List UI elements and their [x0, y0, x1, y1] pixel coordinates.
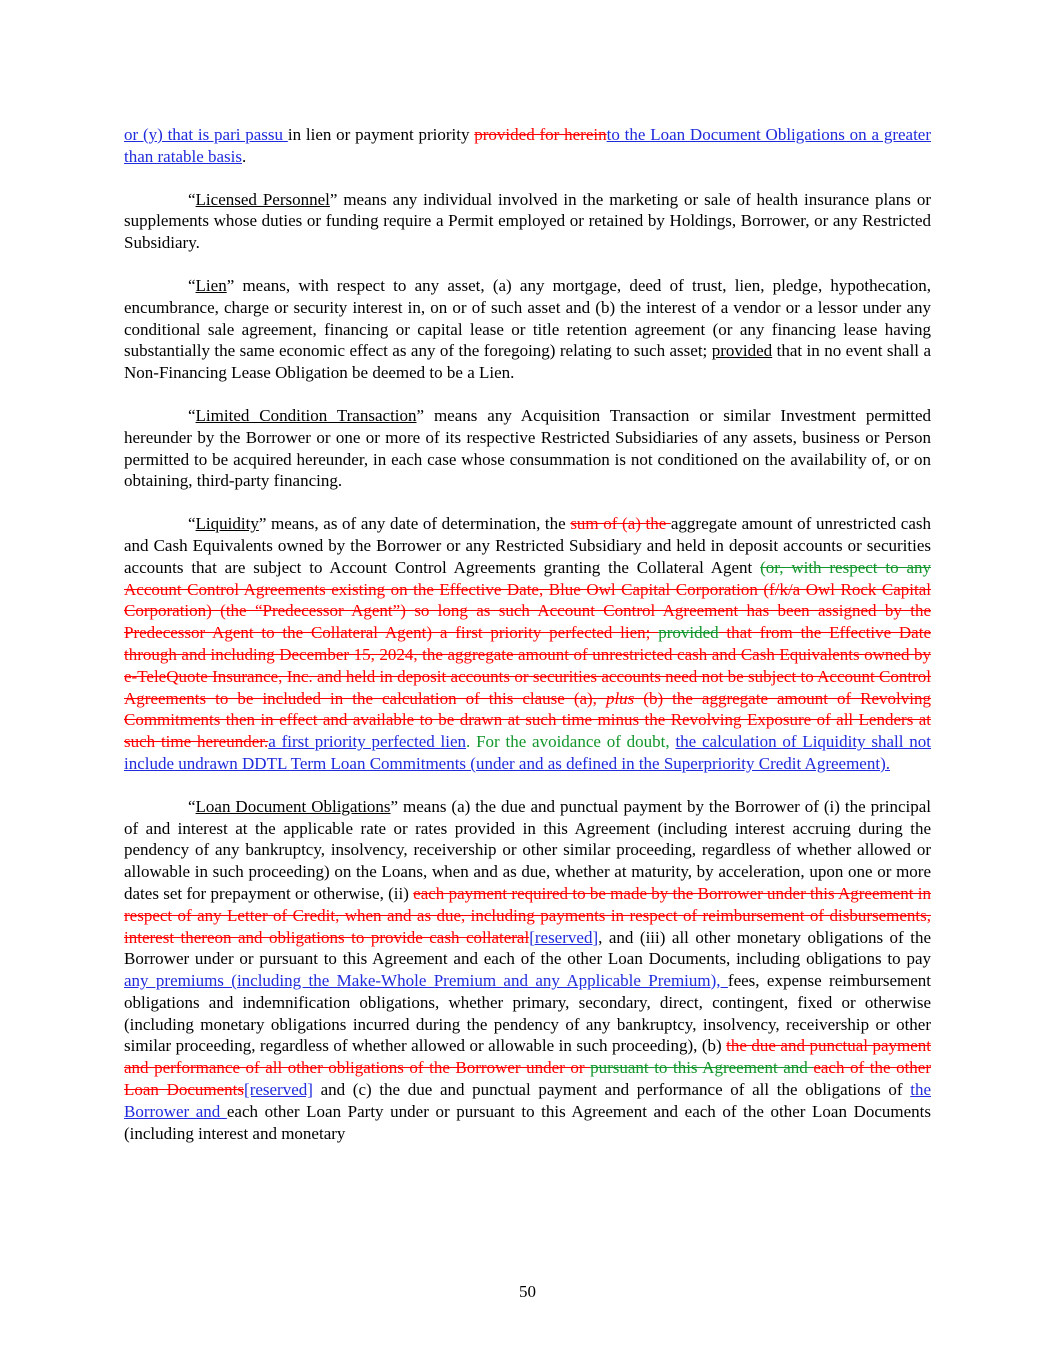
definition-text: aggregate amount of unrestricted cash and Cash Equivalents owned by the Borrower or any Restricted Subsidiary and held in deposit accounts or securities accounts that are subject to Account Control Agreements granting the Collateral Agent [124, 514, 931, 577]
defined-term: Licensed Personnel [195, 189, 330, 209]
definition-text: , and (iii) all other monetary obligations of the Borrower under or pursuant to this Agreement and each of the other Loan Documents, including obligations to pay [124, 927, 931, 969]
definition-text: ” means any individual involved in the marketing or sale of health insurance plans or supplements whose duties or funding require a Permit employed or retained by Holdings, Borrower, or any Restricted Subsidiary. [124, 189, 931, 253]
definition-text: each other Loan Party under or pursuant to this Agreement and each of the other Loan Documents (including interest and monetary [124, 1101, 931, 1143]
proviso-word: provided [711, 341, 773, 361]
definition-lien [124, 275, 931, 384]
quote-mark: “ [188, 275, 196, 295]
inserted-text: [reserved] [244, 1080, 313, 1100]
inserted-text: [reserved] [529, 927, 599, 947]
defined-term: Loan Document Obligations [195, 796, 391, 816]
inserted-text: a first priority perfected lien [268, 732, 467, 752]
inserted-text: the Borrower and [124, 1080, 932, 1121]
document-page [124, 124, 931, 1165]
definition-limited-condition-transaction [124, 405, 931, 492]
page-number: 50 [519, 1282, 536, 1301]
moved-inserted-text: . For the avoidance of doubt, [466, 732, 676, 752]
defined-term: Limited Condition Transaction [195, 405, 417, 425]
definition-text: ” means, with respect to any asset, (a) any mortgage, deed of trust, lien, pledge, hypothecation, encumbrance, charge or security interest in, on or of such asset and (b) the interest of a vendor or a lessor under any conditional sale agreement, financing or capital lease or title retention agreement (or any financing lease having substantially the same economic effect as any of the foregoing) relating to such asset; [124, 275, 931, 361]
inserted-text: or (y) that is pari passu [124, 125, 288, 144]
definition-text: fees, expense reimbursement obligations and indemnification obligations, whether primary, secondary, direct, contingent, fixed or otherwise (including monetary obligations incurred during the pendency of any bankruptcy, insolvency, receivership or other similar proceeding, regardless of whether allowed or allowable in such proceeding), (b) [124, 971, 932, 1056]
quote-mark: “ [188, 796, 196, 816]
deleted-text: each of the other Loan Documents [124, 1058, 931, 1100]
quote-mark: “ [188, 514, 196, 534]
definition-licensed-personnel [124, 189, 931, 254]
definition-text: that in no event shall a Non-Financing Lease Obligation be deemed to be a Lien. [124, 341, 931, 383]
definition-text: ” means (a) the due and punctual payment by the Borrower of (i) the principal of and interest at the applicable rate or rates provided in this Agreement (including interest accruing during the pendency of any bankruptcy, insolvency, receivership or other similar proceeding, regardless of whether allowed or allowable in such proceeding) on the Loans, when and as due, whether at maturity, by acceleration, upon one or more dates set for prepayment or otherwise, (ii) [124, 796, 931, 903]
moved-deleted-text: pursuant to this Agreement and [590, 1058, 814, 1078]
body-text: in lien or payment priority [287, 125, 475, 144]
inserted-text: to the Loan Document Obligations on a greater than ratable basis [124, 125, 932, 166]
moved-deleted-text: (or, with respect to any [760, 557, 931, 577]
deleted-text: sum of (a) the [570, 514, 671, 534]
inserted-text: any premiums (including the Make-Whole Premium and any Applicable Premium), [124, 971, 728, 991]
deleted-text: each payment required to be made by the Borrower under this Agreement in respect of any Letter of Credit, when and as due, including payments in respect of reimbursement of disbursements, interest thereon and obligations to provide cash collateral [124, 883, 931, 947]
quote-mark: “ [188, 189, 196, 209]
deleted-text: Account Control Agreements existing on the Effective Date, Blue Owl Capital Corporation (f/k/a Owl Rock Capital Corporation) (the “Predecessor Agent”) so long as such Account Control Agreement has been assigned by the Predecessor Agent to the Collateral Agent) a first priority perfected lien; [124, 579, 931, 643]
paragraph-continuation [124, 124, 931, 168]
deleted-text: (b) the aggregate amount of Revolving Commitments then in effect and available to be drawn at such time minus the Revolving Exposure of all Lenders at such time hereunder. [124, 688, 932, 752]
defined-term: Lien [195, 275, 227, 295]
deleted-text: the due and punctual payment and performance of all other obligations of the Borrower under or [124, 1036, 931, 1078]
inserted-text: the calculation of Liquidity shall not include undrawn DDTL Term Loan Commitments (under and as defined in the Superpriority Credit Agreement). [124, 732, 931, 773]
deleted-text: provided for herein [474, 125, 607, 144]
definition-loan-document-obligations [124, 796, 931, 1145]
definition-text: and (c) the due and punctual payment and performance of all the obligations of [312, 1080, 911, 1100]
deleted-text: that from the Effective Date through and including December 15, 2024, the aggregate amount of unrestricted cash and Cash Equivalents owned by e-TeleQuote Insurance, Inc. and held in deposit accounts or securities accounts need not be subject to Account Control Agreements to be included in the calculation of this clause (a), [124, 623, 931, 708]
defined-term: Liquidity [195, 514, 259, 534]
deleted-text: plus [605, 688, 635, 708]
moved-deleted-text: provided [658, 623, 719, 643]
definition-text: ” means any Acquisition Transaction or similar Investment permitted hereunder by the Borrower or one or more of its respective Restricted Subsidiaries of any assets, business or Person permitted to be acquired hereunder, in each case whose consummation is not conditioned on the availability of, or on obtaining, third-party financing. [124, 405, 932, 491]
definition-liquidity [124, 513, 931, 775]
quote-mark: “ [188, 405, 196, 425]
definition-text: ” means, as of any date of determination, the [258, 514, 571, 534]
body-text: . [242, 146, 247, 166]
